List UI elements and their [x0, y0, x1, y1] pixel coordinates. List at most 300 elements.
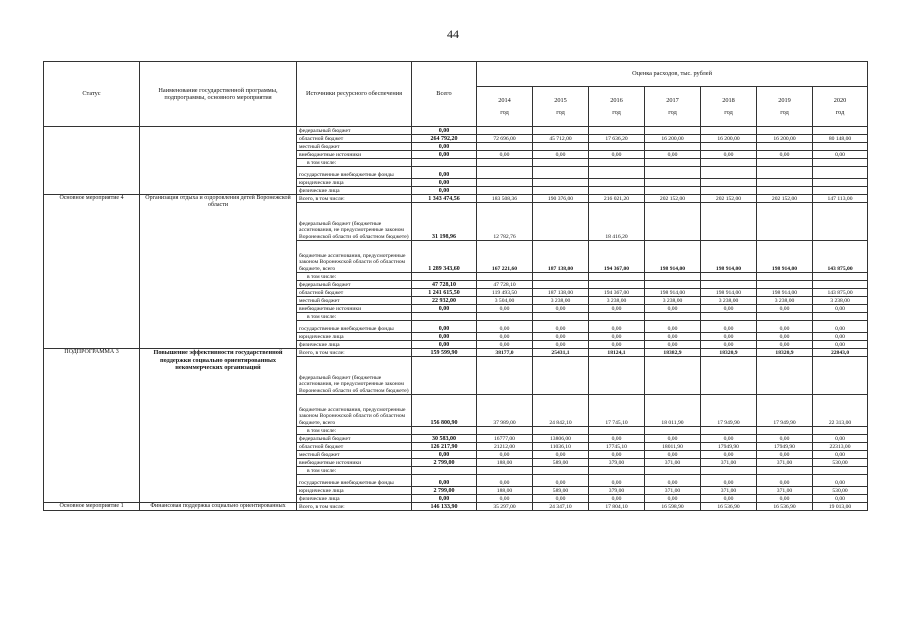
year-value-cell — [813, 357, 868, 395]
header-year-2018 — [701, 87, 757, 127]
year-value-cell — [533, 427, 589, 435]
year-value-cell — [701, 313, 757, 321]
year-value-cell — [813, 313, 868, 321]
year-value-cell: 16 536,90 — [757, 503, 813, 511]
year-value-cell — [757, 143, 813, 151]
total-cell: 47 728,10 — [412, 281, 477, 289]
source-cell: областной бюджет — [297, 135, 412, 143]
source-cell: государственные внебюджетные фонды — [297, 167, 412, 179]
total-cell — [412, 313, 477, 321]
year-value-cell — [701, 357, 757, 395]
header-year-2020 — [813, 87, 868, 127]
year-value-cell: 0,00 — [701, 341, 757, 349]
total-cell: 0,00 — [412, 333, 477, 341]
year-value-cell — [589, 427, 645, 435]
year-value-cell: 0,00 — [477, 321, 533, 333]
year-value-cell: 194 367,00 — [589, 289, 645, 297]
source-cell: юридические лица — [297, 179, 412, 187]
year-value-cell — [477, 357, 533, 395]
year-value-cell: 190 376,00 — [533, 195, 589, 203]
year-value-cell: 0,00 — [589, 451, 645, 459]
year-value-cell: 0,00 — [813, 341, 868, 349]
year-value-cell — [477, 179, 533, 187]
year-value-cell — [477, 313, 533, 321]
year-value-cell: 0,00 — [813, 151, 868, 159]
year-value-cell: 198 914,00 — [701, 289, 757, 297]
year-value-cell — [533, 143, 589, 151]
year-value-cell: 17 745,10 — [589, 395, 645, 427]
header-estimate: Оценка расходов, тыс. рублей — [477, 62, 868, 87]
source-cell: местный бюджет — [297, 451, 412, 459]
year-value-cell: 371,00 — [701, 487, 757, 495]
year-value-cell — [645, 179, 701, 187]
total-cell: 22 932,00 — [412, 297, 477, 305]
total-cell: 0,00 — [412, 179, 477, 187]
year-value-cell: 16 598,90 — [645, 503, 701, 511]
year-value-cell — [813, 179, 868, 187]
year-value-cell — [533, 127, 589, 135]
header-year-2015 — [533, 87, 589, 127]
year-value-cell — [757, 281, 813, 289]
year-value-cell: 37 989,00 — [477, 395, 533, 427]
year-value-cell: 0,00 — [757, 451, 813, 459]
year-value-cell — [645, 281, 701, 289]
year-value-cell: 18320,9 — [757, 349, 813, 357]
year-value-cell: 147 113,00 — [813, 195, 868, 203]
table-body — [44, 127, 868, 511]
year-value-cell: 0,00 — [477, 475, 533, 487]
total-cell: 0,00 — [412, 151, 477, 159]
status-cell: Основное мероприятие 1 — [44, 503, 140, 511]
source-cell: внебюджетные источники — [297, 459, 412, 467]
total-cell: 126 217,90 — [412, 443, 477, 451]
header-status: Статус — [44, 62, 140, 127]
year-value-cell: 19 013,00 — [813, 503, 868, 511]
year-value-cell: 187 138,00 — [533, 289, 589, 297]
year-value-cell — [589, 143, 645, 151]
year-value-cell — [533, 187, 589, 195]
total-cell — [412, 273, 477, 281]
header-year-2014 — [477, 87, 533, 127]
year-value-cell — [533, 179, 589, 187]
year-value-cell — [757, 427, 813, 435]
year-value-cell — [701, 159, 757, 167]
year-value-cell — [701, 273, 757, 281]
year-value-cell — [645, 313, 701, 321]
year-value-cell — [477, 273, 533, 281]
year-value-cell: 0,00 — [533, 475, 589, 487]
year-value-cell: 22 313,00 — [813, 395, 868, 427]
year-value-cell: 0,00 — [757, 475, 813, 487]
year-value-cell — [757, 179, 813, 187]
year-value-cell: 0,00 — [477, 495, 533, 503]
source-cell: Всего, в том числе: — [297, 503, 412, 511]
total-cell: 0,00 — [412, 321, 477, 333]
year-value-cell — [701, 203, 757, 241]
year-value-cell — [757, 127, 813, 135]
header-year-value: 2020 — [833, 96, 847, 104]
year-value-cell — [757, 159, 813, 167]
header-year-suffix: год — [668, 109, 677, 116]
year-value-cell: 194 367,00 — [589, 241, 645, 273]
year-value-cell: 530,00 — [813, 459, 868, 467]
year-value-cell: 0,00 — [645, 151, 701, 159]
program-name-cell — [140, 127, 297, 195]
year-value-cell: 143 875,00 — [813, 289, 868, 297]
year-value-cell: 0,00 — [589, 321, 645, 333]
year-value-cell: 17949,90 — [701, 443, 757, 451]
year-value-cell: 0,00 — [533, 495, 589, 503]
total-cell: 0,00 — [412, 127, 477, 135]
year-value-cell: 22843,0 — [813, 349, 868, 357]
year-value-cell: 21212,00 — [477, 443, 533, 451]
year-value-cell — [813, 273, 868, 281]
year-value-cell: 379,00 — [589, 487, 645, 495]
year-value-cell — [813, 467, 868, 475]
program-name-cell: Повышение эффективности государственной поддержки социально ориентированных некоммерческих организаций — [140, 349, 297, 503]
year-value-cell: 3 238,00 — [533, 297, 589, 305]
year-value-cell — [533, 159, 589, 167]
year-value-cell: 198 914,00 — [757, 241, 813, 273]
year-value-cell: 0,00 — [701, 475, 757, 487]
year-value-cell: 188,00 — [477, 487, 533, 495]
year-value-cell: 0,00 — [701, 321, 757, 333]
year-value-cell: 371,00 — [757, 459, 813, 467]
year-value-cell — [701, 127, 757, 135]
year-value-cell — [813, 427, 868, 435]
year-value-cell: 0,00 — [589, 495, 645, 503]
total-cell: 0,00 — [412, 495, 477, 503]
year-value-cell: 16 200,00 — [757, 135, 813, 143]
year-value-cell: 17 949,90 — [701, 395, 757, 427]
total-cell: 1 241 615,50 — [412, 289, 477, 297]
year-value-cell: 0,00 — [477, 151, 533, 159]
year-value-cell: 198 914,00 — [701, 241, 757, 273]
page-number: 44 — [447, 27, 459, 41]
year-value-cell: 0,00 — [589, 435, 645, 443]
year-value-cell: 0,00 — [589, 341, 645, 349]
year-value-cell: 72 696,00 — [477, 135, 533, 143]
table-row — [44, 127, 868, 135]
year-value-cell: 0,00 — [477, 341, 533, 349]
source-cell: государственные внебюджетные фонды — [297, 475, 412, 487]
source-cell: бюджетные ассигнования, предусмотренные законом Воронежской области об областном бюджете, всего — [297, 241, 412, 273]
year-value-cell: 0,00 — [589, 333, 645, 341]
year-value-cell: 187 138,00 — [533, 241, 589, 273]
year-value-cell: 13806,00 — [533, 435, 589, 443]
year-value-cell: 202 152,00 — [701, 195, 757, 203]
year-value-cell: 143 875,00 — [813, 241, 868, 273]
status-cell: Основное мероприятие 4 — [44, 195, 140, 349]
year-value-cell: 0,00 — [589, 475, 645, 487]
year-value-cell: 0,00 — [757, 151, 813, 159]
year-value-cell — [645, 159, 701, 167]
table-header — [44, 62, 868, 127]
year-value-cell: 0,00 — [645, 451, 701, 459]
year-value-cell — [533, 273, 589, 281]
year-value-cell — [813, 127, 868, 135]
year-value-cell — [645, 467, 701, 475]
year-value-cell: 379,00 — [589, 459, 645, 467]
year-value-cell: 16 536,90 — [701, 503, 757, 511]
year-value-cell — [757, 313, 813, 321]
year-value-cell: 119 493,50 — [477, 289, 533, 297]
year-value-cell — [589, 187, 645, 195]
year-value-cell — [589, 467, 645, 475]
table-row — [44, 195, 868, 203]
source-cell: федеральный бюджет (бюджетные ассигнования, не предусмотренные законом Воронежской области об областном бюджете) — [297, 203, 412, 241]
year-value-cell: 371,00 — [701, 459, 757, 467]
year-value-cell: 17949,90 — [757, 443, 813, 451]
source-cell: внебюджетные источники — [297, 305, 412, 313]
year-value-cell: 24 347,10 — [533, 503, 589, 511]
header-year-suffix: год — [500, 109, 509, 116]
year-value-cell: 216 021,20 — [589, 195, 645, 203]
program-name-cell: Финансовая поддержка социально ориентированных — [140, 503, 297, 511]
source-cell: в том числе: — [297, 427, 412, 435]
source-cell: в том числе: — [297, 273, 412, 281]
total-cell: 31 198,96 — [412, 203, 477, 241]
source-cell: юридические лица — [297, 487, 412, 495]
year-value-cell: 0,00 — [533, 151, 589, 159]
header-year-suffix: год — [556, 109, 565, 116]
year-value-cell: 17 636,20 — [589, 135, 645, 143]
year-value-cell — [477, 159, 533, 167]
status-cell — [44, 127, 140, 195]
year-value-cell: 47 728,10 — [477, 281, 533, 289]
header-year-suffix: год — [612, 109, 621, 116]
header-total: Всего — [412, 62, 477, 127]
year-value-cell: 0,00 — [757, 333, 813, 341]
year-value-cell: 25431,1 — [533, 349, 589, 357]
table-row — [44, 349, 868, 357]
year-value-cell — [757, 273, 813, 281]
year-value-cell: 0,00 — [477, 451, 533, 459]
status-cell: ПОДПРОГРАММА 3 — [44, 349, 140, 503]
year-value-cell: 0,00 — [645, 321, 701, 333]
year-value-cell — [589, 357, 645, 395]
year-value-cell: 0,00 — [701, 151, 757, 159]
year-value-cell — [757, 187, 813, 195]
year-value-cell — [701, 143, 757, 151]
year-value-cell — [477, 127, 533, 135]
year-value-cell: 0,00 — [701, 333, 757, 341]
total-cell: 264 792,20 — [412, 135, 477, 143]
year-value-cell: 22313,00 — [813, 443, 868, 451]
year-value-cell: 0,00 — [813, 435, 868, 443]
year-value-cell — [757, 467, 813, 475]
year-value-cell: 18320,9 — [701, 349, 757, 357]
year-value-cell: 0,00 — [645, 435, 701, 443]
total-cell: 2 799,00 — [412, 459, 477, 467]
year-value-cell — [589, 167, 645, 179]
year-value-cell: 371,00 — [645, 487, 701, 495]
total-cell: 0,00 — [412, 451, 477, 459]
year-value-cell: 0,00 — [589, 151, 645, 159]
year-value-cell: 18124,1 — [589, 349, 645, 357]
total-cell: 2 799,00 — [412, 487, 477, 495]
year-value-cell — [589, 159, 645, 167]
budget-table — [43, 61, 868, 511]
year-value-cell: 16 200,00 — [645, 135, 701, 143]
year-value-cell — [533, 281, 589, 289]
year-value-cell — [701, 467, 757, 475]
header-year-value: 2015 — [554, 96, 567, 104]
year-value-cell — [701, 179, 757, 187]
source-cell: физические лица — [297, 341, 412, 349]
year-value-cell: 35 297,00 — [477, 503, 533, 511]
total-cell: 0,00 — [412, 341, 477, 349]
year-value-cell — [757, 203, 813, 241]
year-value-cell: 11036,10 — [533, 443, 589, 451]
header-year-value: 2017 — [666, 96, 679, 104]
year-value-cell: 0,00 — [533, 321, 589, 333]
year-value-cell — [813, 203, 868, 241]
total-cell: 0,00 — [412, 305, 477, 313]
year-value-cell — [477, 427, 533, 435]
year-value-cell: 3 238,00 — [813, 297, 868, 305]
year-value-cell: 3 238,00 — [757, 297, 813, 305]
year-value-cell: 0,00 — [813, 475, 868, 487]
total-cell: 0,00 — [412, 143, 477, 151]
header-year-suffix: год — [780, 109, 789, 116]
year-value-cell: 0,00 — [813, 495, 868, 503]
source-cell: областной бюджет — [297, 289, 412, 297]
year-value-cell: 0,00 — [701, 495, 757, 503]
year-value-cell: 0,00 — [533, 333, 589, 341]
year-value-cell — [701, 167, 757, 179]
source-cell: в том числе: — [297, 467, 412, 475]
total-cell — [412, 467, 477, 475]
year-value-cell: 3 238,00 — [645, 297, 701, 305]
year-value-cell: 0,00 — [813, 321, 868, 333]
year-value-cell: 16 200,00 — [701, 135, 757, 143]
header-sources: Источники ресурсного обеспечения — [297, 62, 412, 127]
year-value-cell: 3 238,00 — [589, 297, 645, 305]
total-cell — [412, 427, 477, 435]
year-value-cell: 589,00 — [533, 459, 589, 467]
total-cell: 146 133,90 — [412, 503, 477, 511]
year-value-cell — [589, 127, 645, 135]
year-value-cell: 202 152,00 — [645, 195, 701, 203]
total-cell: 159 599,90 — [412, 349, 477, 357]
year-value-cell — [533, 203, 589, 241]
source-cell: в том числе: — [297, 159, 412, 167]
year-value-cell: 0,00 — [813, 305, 868, 313]
year-value-cell — [645, 167, 701, 179]
total-cell — [412, 159, 477, 167]
year-value-cell — [645, 357, 701, 395]
header-year-suffix: год — [835, 109, 845, 116]
year-value-cell: 18 416,20 — [589, 203, 645, 241]
year-value-cell: 188,00 — [477, 459, 533, 467]
header-year-suffix: год — [724, 109, 733, 116]
source-cell: государственные внебюджетные фонды — [297, 321, 412, 333]
year-value-cell — [589, 273, 645, 281]
year-value-cell: 3 504,00 — [477, 297, 533, 305]
year-value-cell: 17 804,10 — [589, 503, 645, 511]
year-value-cell — [701, 281, 757, 289]
year-value-cell: 0,00 — [701, 451, 757, 459]
total-cell: 30 583,00 — [412, 435, 477, 443]
total-cell: 1 289 343,60 — [412, 241, 477, 273]
year-value-cell: 0,00 — [533, 341, 589, 349]
source-cell: федеральный бюджет — [297, 127, 412, 135]
source-cell: Всего, в том числе: — [297, 195, 412, 203]
year-value-cell — [813, 281, 868, 289]
source-cell: физические лица — [297, 495, 412, 503]
year-value-cell — [477, 167, 533, 179]
table-row — [44, 503, 868, 511]
total-cell — [412, 357, 477, 395]
year-value-cell: 0,00 — [757, 435, 813, 443]
source-cell: бюджетные ассигнования, предусмотренные законом Воронежской области об областном бюджете, всего — [297, 395, 412, 427]
source-cell: федеральный бюджет — [297, 281, 412, 289]
year-value-cell: 0,00 — [701, 305, 757, 313]
year-value-cell: 589,00 — [533, 487, 589, 495]
year-value-cell: 530,00 — [813, 487, 868, 495]
year-value-cell: 202 152,00 — [757, 195, 813, 203]
header-year-value: 2014 — [498, 96, 511, 104]
header-year-2019 — [757, 87, 813, 127]
year-value-cell: 38177,0 — [477, 349, 533, 357]
source-cell: местный бюджет — [297, 143, 412, 151]
year-value-cell: 0,00 — [757, 305, 813, 313]
year-value-cell: 198 914,00 — [645, 289, 701, 297]
year-value-cell: 24 842,10 — [533, 395, 589, 427]
year-value-cell: 0,00 — [757, 341, 813, 349]
year-value-cell — [701, 187, 757, 195]
year-value-cell — [813, 167, 868, 179]
year-value-cell — [645, 127, 701, 135]
year-value-cell: 17745,10 — [589, 443, 645, 451]
header-year-value: 2019 — [778, 96, 791, 104]
year-value-cell: 17 949,90 — [757, 395, 813, 427]
program-name-cell: Организация отдыха и оздоровления детей Воронежской области — [140, 195, 297, 349]
year-value-cell: 0,00 — [645, 305, 701, 313]
year-value-cell: 0,00 — [645, 341, 701, 349]
source-cell: местный бюджет — [297, 297, 412, 305]
source-cell: внебюджетные источники — [297, 151, 412, 159]
year-value-cell: 0,00 — [813, 333, 868, 341]
year-value-cell: 80 148,00 — [813, 135, 868, 143]
source-cell: юридические лица — [297, 333, 412, 341]
year-value-cell — [477, 467, 533, 475]
source-cell: физические лица — [297, 187, 412, 195]
year-value-cell: 16777,00 — [477, 435, 533, 443]
year-value-cell: 0,00 — [477, 305, 533, 313]
year-value-cell: 45 712,00 — [533, 135, 589, 143]
header-name: Наименование государственной программы, подпрограммы, основного мероприятия — [140, 62, 297, 127]
year-value-cell: 167 221,60 — [477, 241, 533, 273]
year-value-cell: 18011,90 — [645, 443, 701, 451]
year-value-cell: 0,00 — [533, 305, 589, 313]
source-cell: в том числе: — [297, 313, 412, 321]
year-value-cell: 183 508,36 — [477, 195, 533, 203]
year-value-cell — [701, 427, 757, 435]
year-value-cell: 0,00 — [701, 435, 757, 443]
header-year-2016 — [589, 87, 645, 127]
year-value-cell: 198 914,00 — [645, 241, 701, 273]
year-value-cell: 0,00 — [645, 333, 701, 341]
year-value-cell — [645, 273, 701, 281]
total-cell: 0,00 — [412, 187, 477, 195]
year-value-cell: 12 782,76 — [477, 203, 533, 241]
header-year-value: 2018 — [722, 96, 735, 104]
year-value-cell — [589, 313, 645, 321]
total-cell: 1 343 474,56 — [412, 195, 477, 203]
year-value-cell — [645, 143, 701, 151]
